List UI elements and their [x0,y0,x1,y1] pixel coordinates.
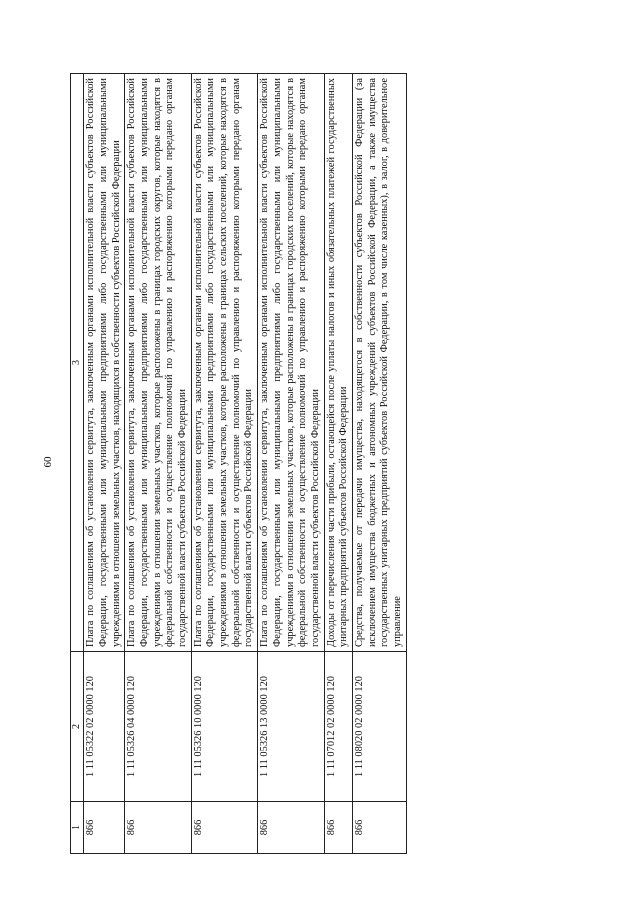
table-row [258,74,324,854]
page-number: 60 [42,456,54,468]
header-col-2: 2 [71,652,84,802]
description-cell: Плата по соглашениям об установлении сервитута, заключенным органами исполнительной власти субъектов Российской Федерации, государственными или муниципальными предприятиями либо государственными или муниципальными учреждениями в отношении земельных участков, которые расположены в границах сельских поселений, которые находятся в федеральной собственности и осуществление полномочий по управлению и распоряжению которыми передано органам государственной власти субъектов Российской Федерации [191,74,257,652]
table-row [84,74,125,854]
table-row [191,74,257,854]
header-col-1: 1 [71,802,84,854]
table-row [125,74,191,854]
admin-code-cell: 866 [258,802,324,854]
table-row [324,74,352,854]
revenue-code-table-container [70,74,500,854]
admin-code-cell: 866 [324,802,352,854]
revenue-code-cell: 1 11 05326 04 0000 120 [125,652,191,802]
description-cell: Плата по соглашениям об установлении сервитута, заключенным органами исполнительной власти субъектов Российской Федерации, государственными или муниципальными предприятиями либо государственными или муниципальными учреждениями в отношении земельных участков, находящихся в собственности субъектов Российской Федерации [84,74,125,652]
description-cell: Средства, получаемые от передачи имущества, находящегося в собственности субъектов Российской Федерации (за исключением имущества бюджетных и автономных учреждений субъектов Российской Федерации, а также имущества государственных унитарных предприятий субъектов Российской Федерации, в том числе казенных), в залог, в доверительное управление [352,74,406,652]
table-row [352,74,406,854]
table-header-row [71,74,84,854]
revenue-code-cell: 1 11 05326 10 0000 120 [191,652,257,802]
revenue-code-cell: 1 11 05322 02 0000 120 [84,652,125,802]
admin-code-cell: 866 [352,802,406,854]
revenue-code-cell: 1 11 07012 02 0000 120 [324,652,352,802]
admin-code-cell: 866 [191,802,257,854]
admin-code-cell: 866 [125,802,191,854]
revenue-code-cell: 1 11 08020 02 0000 120 [352,652,406,802]
revenue-code-table [70,73,407,854]
revenue-code-cell: 1 11 05326 13 0000 120 [258,652,324,802]
description-cell: Доходы от перечисления части прибыли, остающейся после уплаты налогов и иных обязательных платежей государственных унитарных предприятий субъектов Российской Федерации [324,74,352,652]
description-cell: Плата по соглашениям об установлении сервитута, заключенным органами исполнительной власти субъектов Российской Федерации, государственными или муниципальными предприятиями либо государственными или муниципальными учреждениями в отношении земельных участков, которые расположены в границах городских поселений, которые находятся в федеральной собственности и осуществление полномочий по управлению и распоряжению которыми передано органам государственной власти субъектов Российской Федерации [258,74,324,652]
header-col-3: 3 [71,74,84,652]
description-cell: Плата по соглашениям об установлении сервитута, заключенным органами исполнительной власти субъектов Российской Федерации, государственными или муниципальными предприятиями либо государственными или муниципальными учреждениями в отношении земельных участков, которые расположены в границах городских округов, которые находятся в федеральной собственности и осуществление полномочий по управлению и распоряжению которыми передано органам государственной власти субъектов Российской Федерации [125,74,191,652]
admin-code-cell: 866 [84,802,125,854]
